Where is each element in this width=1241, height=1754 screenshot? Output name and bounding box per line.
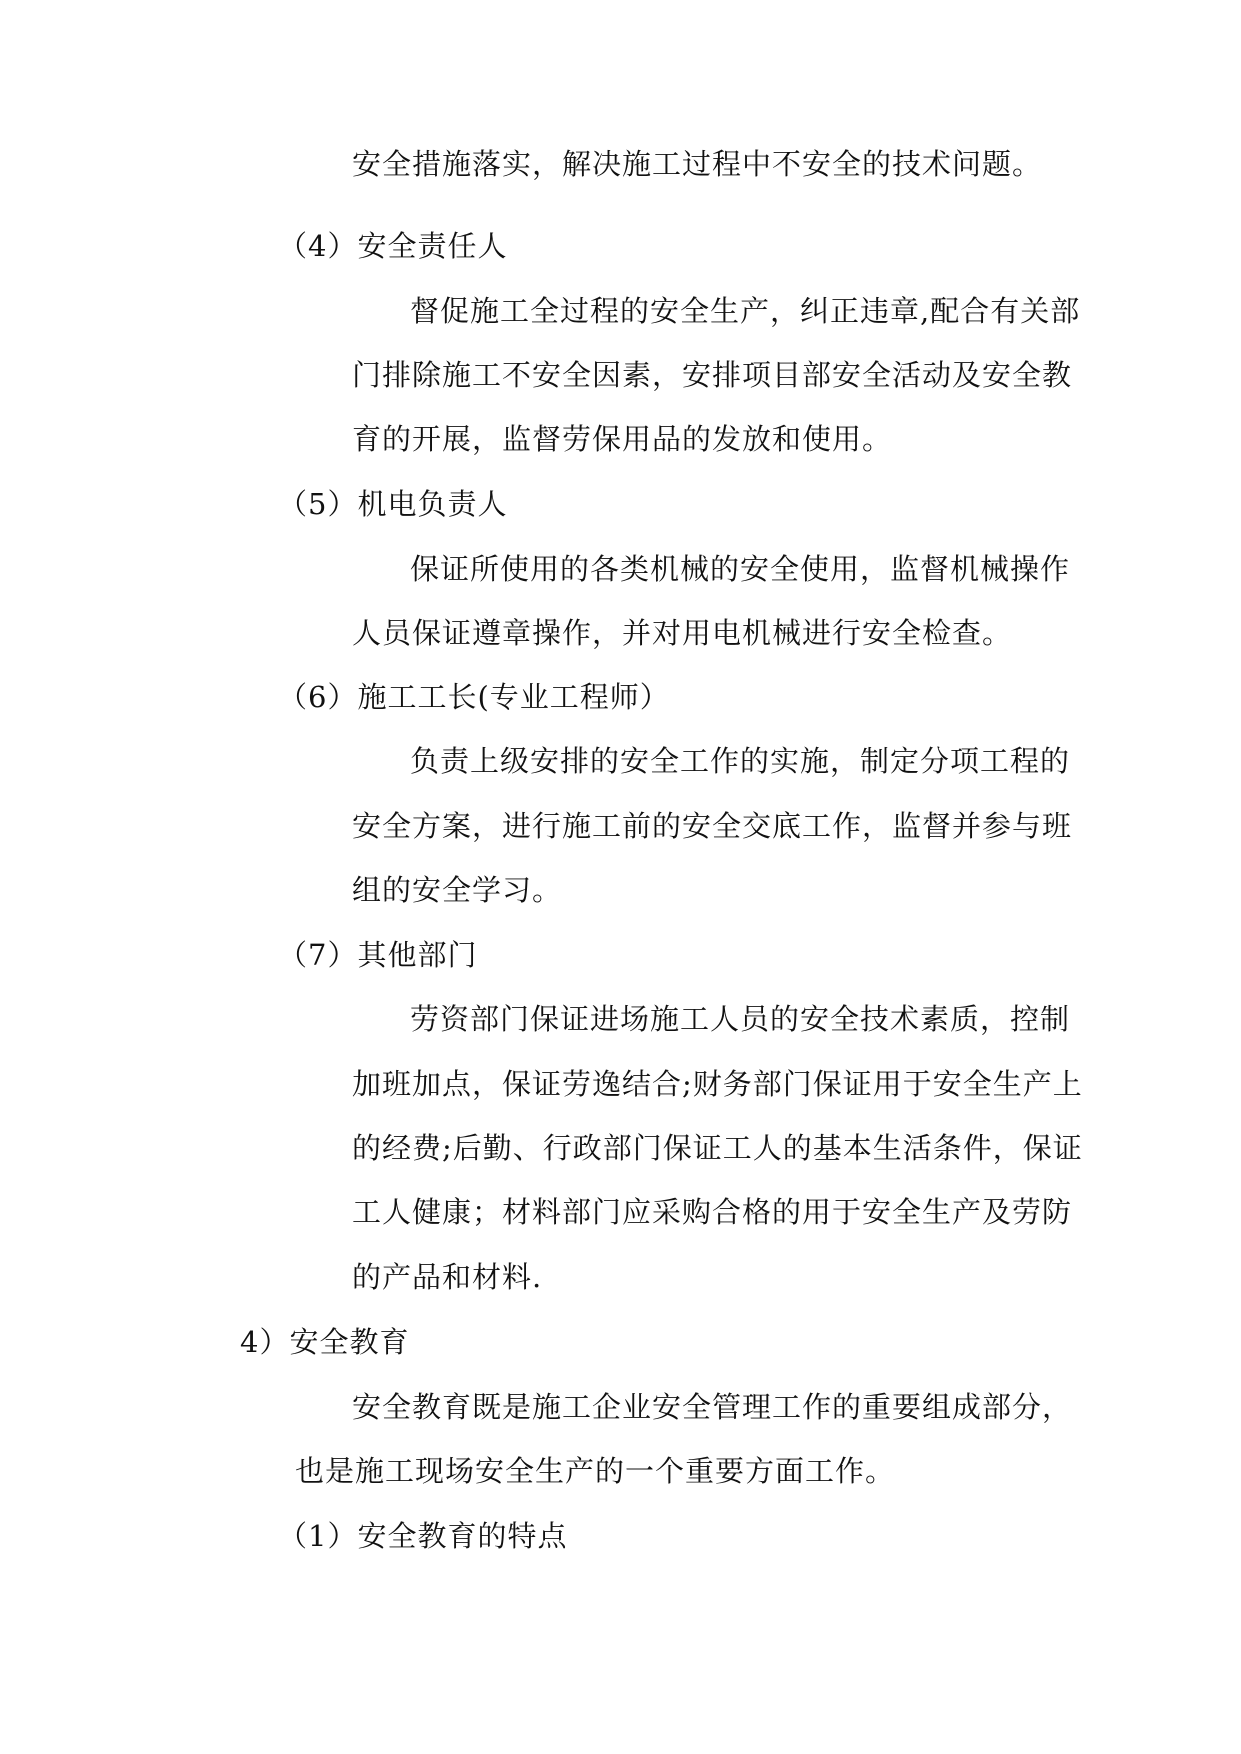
paragraph-line: 安全方案，进行施工前的安全交底工作，监督并参与班 xyxy=(352,809,1073,843)
paragraph-line: 保证所使用的各类机械的安全使用，监督机械操作 xyxy=(410,552,1071,586)
paragraph-line: 组的安全学习。 xyxy=(352,873,563,907)
paragraph-line: 劳资部门保证进场施工人员的安全技术素质，控制 xyxy=(410,1002,1071,1036)
paragraph-line: 育的开展，监督劳保用品的发放和使用。 xyxy=(352,422,893,456)
section-heading: （1）安全教育的特点 xyxy=(278,1519,568,1553)
paragraph-line: 的经费;后勤、行政部门保证工人的基本生活条件，保证 xyxy=(352,1131,1083,1165)
paragraph-line: 安全教育既是施工企业安全管理工作的重要组成部分， xyxy=(352,1390,1073,1424)
paragraph-line: 门排除施工不安全因素，安排项目部安全活动及安全教 xyxy=(352,358,1073,392)
paragraph-line: 工人健康；材料部门应采购合格的用于安全生产及劳防 xyxy=(352,1195,1073,1229)
paragraph-line: 加班加点，保证劳逸结合;财务部门保证用于安全生产上 xyxy=(352,1067,1083,1101)
paragraph-line: 也是施工现场安全生产的一个重要方面工作。 xyxy=(295,1454,896,1488)
paragraph-line: 的产品和材料. xyxy=(352,1260,543,1294)
section-heading: （6）施工工长(专业工程师） xyxy=(278,680,670,714)
paragraph-line: 安全措施落实，解决施工过程中不安全的技术问题。 xyxy=(352,147,1043,181)
paragraph-line: 负责上级安排的安全工作的实施，制定分项工程的 xyxy=(410,744,1071,778)
section-heading: （5）机电负责人 xyxy=(278,487,508,521)
paragraph-line: 督促施工全过程的安全生产，纠正违章,配合有关部 xyxy=(410,294,1081,328)
section-heading: （7）其他部门 xyxy=(278,938,478,972)
section-heading: （4）安全责任人 xyxy=(278,229,508,263)
paragraph-line: 人员保证遵章操作，并对用电机械进行安全检查。 xyxy=(352,616,1013,650)
section-heading: 4）安全教育 xyxy=(240,1325,410,1359)
